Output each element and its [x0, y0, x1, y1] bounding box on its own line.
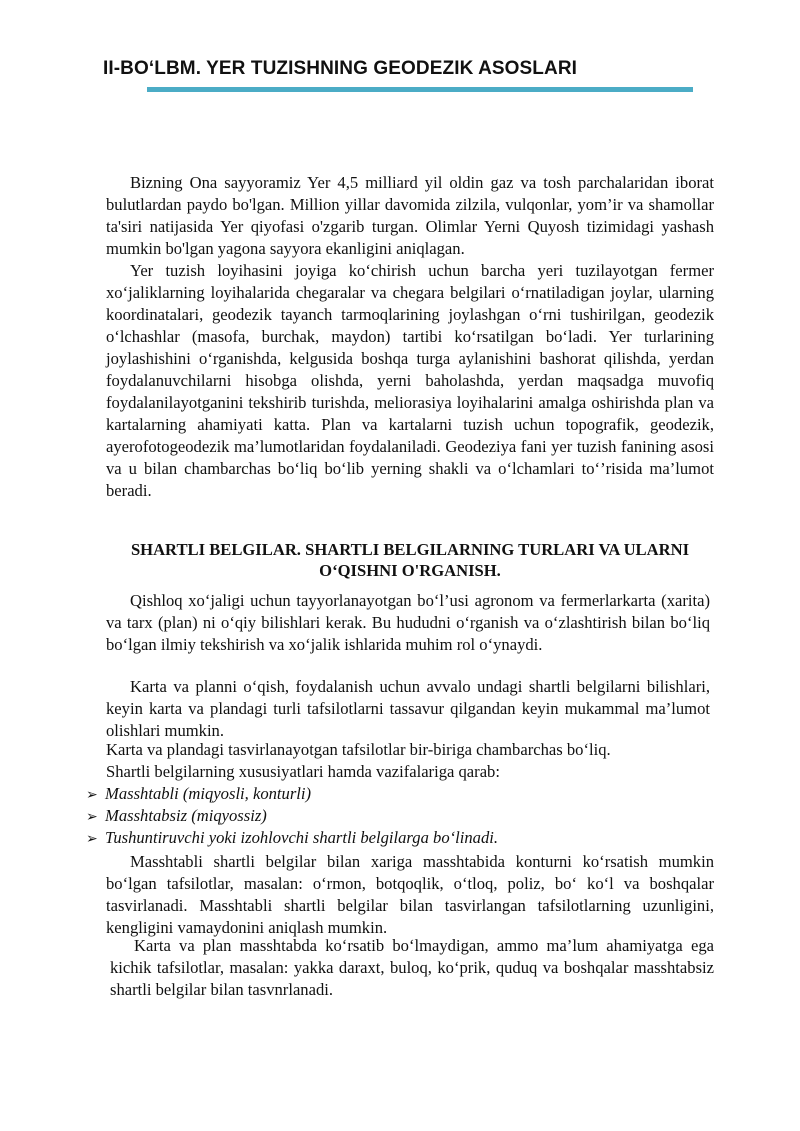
text-line-relation: Karta va plandagi tasvirlanayotgan tafsilotlar bir-biriga chambarchas bo‘liq. [106, 740, 611, 759]
list-item [86, 783, 498, 805]
section-heading: SHARTLI BELGILAR. SHARTLI BELGILARNING TURLARI VA ULARNI O‘QISHNI O'RGANISH. [130, 540, 690, 580]
arrow-bullet-icon: ➢ [86, 809, 98, 825]
arrow-bullet-icon: ➢ [86, 831, 98, 847]
symbol-types-list [86, 783, 498, 849]
intro-paragraph-1: Bizning Ona sayyoramiz Yer 4,5 milliard yil oldin gaz va tosh parchalaridan iborat bulutlardan paydo bo'lgan. Million yillar davomida zilzila, vulqonlar, yom’ir va shamollar ta'siri natijasida Yer qiyofasi o'zgarib turgan. Olimlar Yerni Quyosh tizimidagi yashash mumkin bo'lgan yagona sayyora ekanligini aniqlagan. [106, 173, 714, 258]
section-paragraph-2: Karta va planni o‘qish, foydalanish uchun avvalo undagi shartli belgilarni bilishlari, keyin karta va plandagi turli tafsilotlarni tassavur qilgandan keyin mukammal ma’lumot olishlari mumkin. [106, 677, 710, 740]
section-paragraph-1: Qishloq xo‘jaligi uchun tayyorlanayotgan bo‘l’usi agronom va fermerlarkarta (xarita) va tarx (plan) ni o‘qiy bilishlari kerak. Bu hududni o‘rganish va o‘zlashtirish bilan bo‘liq bo‘lgan ilmiy tekshirish va xo‘jalik ishlarida muhim rol o‘ynaydi. [106, 591, 710, 654]
section-paragraph-4: Karta va plan masshtabda ko‘rsatib bo‘lmaydigan, ammo ma’lum ahamiyatga ega kichik tafsilotlar, masalan: yakka daraxt, buloq, ko‘prik, quduq va boshqalar masshtabsiz shartli belgilar bilan tasvnrlanadi. [110, 936, 714, 999]
text-line-classification-intro: Shartli belgilarning xususiyatlari hamda vazifalariga qarab: [106, 762, 500, 781]
list-item-label: Masshtabsiz (miqyossiz) [105, 806, 267, 825]
section-paragraph-3: Masshtabli shartli belgilar bilan xariga masshtabida konturni ko‘rsatish mumkin bo‘lgan tafsilotlar, masalan: o‘rmon, botqoqlik, o‘tloq, poliz, bo‘ ko‘l va boshqalar tasvirlanadi. Masshtabli shartli belgilar bilan tasvirlangan tafsilotlarning uzunligini, kengligini vamaydonini aniqlash mumkin. [106, 852, 714, 937]
list-item [86, 827, 498, 849]
intro-paragraph-2: Yer tuzish loyihasini joyiga ko‘chirish uchun barcha yeri tuzilayotgan fermer xo‘jaliklarning loyihalarida chegaralar va chegara belgilari o‘rnatiladigan joylar, ularning koordinatalari, geodezik tayanch tarmoqlarining joylashgan o‘rni tushirilgan, geodezik o‘lchashlar (masofa, burchak, maydon) tartibi ko‘rsatilgan bo‘ladi. Yer turlarining joylashishini o‘rganishda, kelgusida boshqa turga aylanishini bashorat qilishda, yerdan foydalanuvchilarni hisobga olishda, yerni baholashda, yerdan maqsadga muvofiq foydalanilayotganini tekshirib turishda, meliorasiya loyihalarini amalga oshirishda plan va kartalarning ahamiyati katta. Plan va kartalarni tuzish uchun topografik, geodezik, ayerofotogeodezik ma’lumotlaridan foydalaniladi. Geodeziya fani yer tuzish fanining asosi va u bilan chambarchas bo‘liq bo‘lib yerning shakli va o‘lchamlari to‘’risida ma’lumot beradi. [106, 261, 714, 500]
page-title: II-BO‘LBM. YER TUZISHNING GEODEZIK ASOSLARI [103, 58, 578, 79]
arrow-bullet-icon: ➢ [86, 787, 98, 803]
list-item-label: Masshtabli (miqyosli, konturli) [105, 784, 312, 803]
list-item-label: Tushuntiruvchi yoki izohlovchi shartli belgilarga bo‘linadi. [105, 828, 499, 847]
heading-underline-rule [147, 87, 693, 92]
list-item [86, 805, 498, 827]
